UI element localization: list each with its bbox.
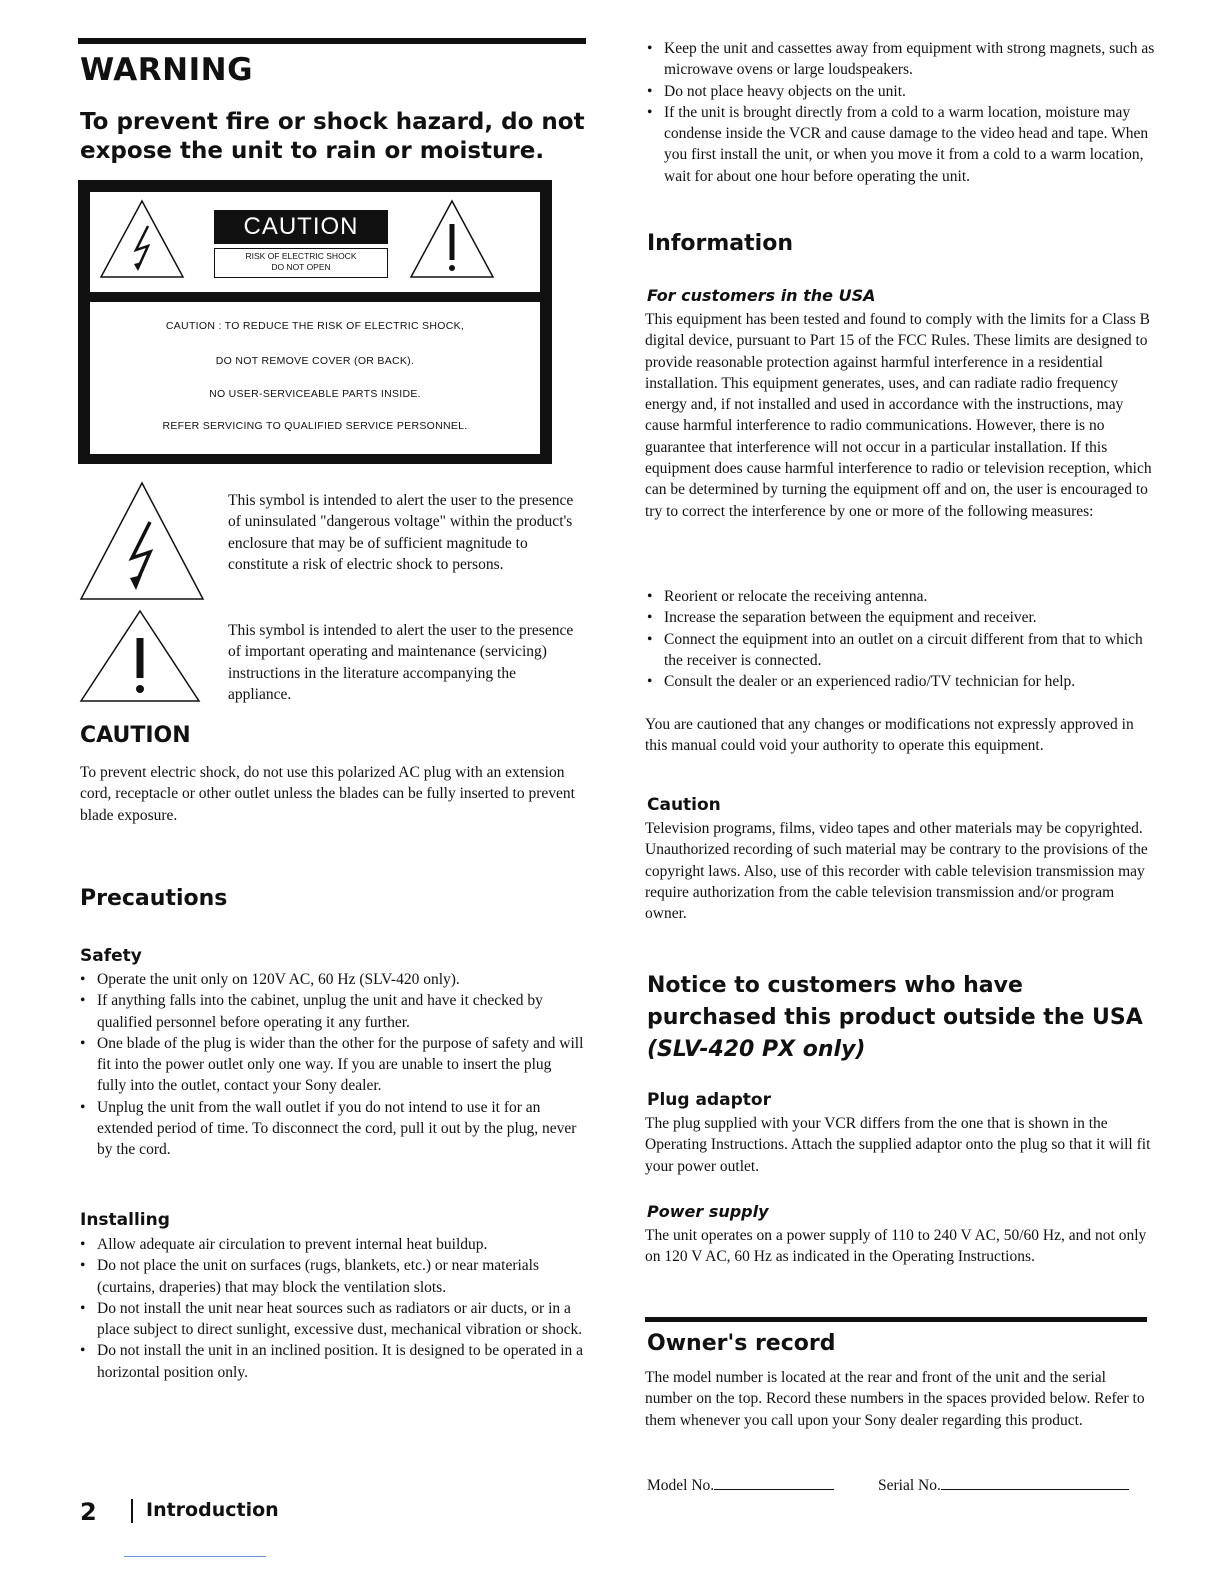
handling-list <box>645 38 1155 187</box>
plug-adaptor-text: The plug supplied with your VCR differs from the one that is shown in the Operating Instructions. Attach the supplied adaptor onto the plug so that it will fit your power outlet. <box>645 1115 1151 1175</box>
lightning-triangle-icon <box>78 480 206 602</box>
list-item: • Reorient or relocate the receiving antenna. <box>645 586 1155 607</box>
power-supply-heading: Power supply <box>647 1202 769 1221</box>
list-item: • Do not install the unit in an inclined position. It is designed to be operated in a horizontal position only. <box>78 1340 584 1383</box>
notice-heading-line: Notice to customers who have <box>647 973 1023 998</box>
symbol1-text: This symbol is intended to alert the user to the presence of uninsulated "dangerous voltage" within the product's enclosure that may be of sufficient magnitude to constitute a risk of electric shock to persons. <box>228 492 574 573</box>
list-item: • Do not install the unit near heat sources such as radiators or air ducts, or in a place subject to direct sunlight, excessive dust, mechanical vibration or shock. <box>78 1298 584 1341</box>
serial-number-label: Serial No. <box>878 1477 941 1494</box>
safety-list <box>78 969 584 1161</box>
risk-of-shock-label <box>214 248 388 278</box>
usa-text: This equipment has been tested and found to comply with the limits for a Class B digital device, pursuant to Part 15 of the FCC Rules. These limits are designed to provide reasonable protection against harmful interference in a residential installation. This equipment generates, uses, and can radiate radio frequency energy and, if not installed and used in accordance with the instructions, may cause harmful interference to radio communications. However, there is no guarantee that interference will not occur in a particular installation. If this equipment does cause harmful interference to radio or television reception, which can be determined by turning the equipment off and on, the user is encouraged to try to correct the interference by one or more of the following measures: <box>645 311 1152 520</box>
caution-label: CAUTION <box>214 210 388 244</box>
model-number-blank[interactable] <box>714 1475 834 1490</box>
list-item: • Do not place heavy objects on the unit. <box>645 81 1155 102</box>
notice-heading <box>647 970 1157 1066</box>
caution-box-header <box>90 192 540 292</box>
list-item: • If the unit is brought directly from a cold to a warm location, moisture may condense inside the VCR and cause damage to the video head and tape. When you first install the unit, or when you move it from a cold to a warm location, wait for about one hour before operating the unit. <box>645 102 1155 187</box>
power-supply-text: The unit operates on a power supply of 110 to 240 V AC, 50/60 Hz, and not only on 120 V AC, 60 Hz as indicated in the Operating Instructions. <box>645 1227 1147 1266</box>
list-item: • Consult the dealer or an experienced radio/TV technician for help. <box>645 671 1155 692</box>
notice-heading-line: purchased this product outside the USA <box>647 1005 1143 1030</box>
caution-label-box <box>78 180 552 464</box>
plug-adaptor-heading: Plug adaptor <box>647 1090 771 1110</box>
information-heading: Information <box>647 231 793 256</box>
caution-text: To prevent electric shock, do not use this polarized AC plug with an extension cord, receptacle or other outlet unless the blades can be fully inserted to prevent blade exposure. <box>80 764 575 824</box>
notice-heading-line: (SLV-420 PX only) <box>647 1037 866 1062</box>
warning-subtitle: To prevent fire or shock hazard, do not expose the unit to rain or moisture. <box>80 109 585 164</box>
caution-subheading: Caution <box>647 795 721 815</box>
caution-box-text <box>90 302 540 454</box>
owners-record-text: The model number is located at the rear and front of the unit and the serial number on the top. Record these numbers in the spaces provided below. Refer to them whenever you call upon your Sony dealer regarding this product. <box>645 1369 1145 1429</box>
caution-box-line: REFER SERVICING TO QUALIFIED SERVICE PERSONNEL. <box>162 420 468 432</box>
symbol2-text: This symbol is intended to alert the user to the presence of important operating and maintenance (servicing) instructions in the literature accompanying the appliance. <box>228 622 574 703</box>
list-item: • Connect the equipment into an outlet on a circuit different from that to which the receiver is connected. <box>645 629 1155 672</box>
cautioned-text: You are cautioned that any changes or modifications not expressly approved in this manual could void your authority to operate this equipment. <box>645 716 1134 755</box>
precautions-heading: Precautions <box>80 886 228 911</box>
list-item: • Allow adequate air circulation to prevent internal heat buildup. <box>78 1234 584 1255</box>
model-number-field <box>647 1475 887 1496</box>
installing-list <box>78 1234 584 1383</box>
usa-heading: For customers in the USA <box>647 286 876 305</box>
list-item: • Increase the separation between the equipment and receiver. <box>645 607 1155 628</box>
list-item: • Unplug the unit from the wall outlet if you do not intend to use it for an extended period of time. To disconnect the cord, pull it out by the plug, never by the cord. <box>78 1097 584 1161</box>
footer-divider <box>131 1499 133 1523</box>
page-number: 2 <box>80 1498 97 1526</box>
footer-underline <box>124 1556 266 1557</box>
serial-number-blank[interactable] <box>941 1475 1129 1490</box>
list-item: • One blade of the plug is wider than the other for the purpose of safety and will fit into the power outlet only one way. If you are unable to insert the plug fully into the outlet, contact your Sony dealer. <box>78 1033 584 1097</box>
risk-of-shock-line1: RISK OF ELECTRIC SHOCK <box>245 251 357 261</box>
list-item: • Do not place the unit on surfaces (rugs, blankets, etc.) or near materials (curtains, draperies) that may block the ventilation slots. <box>78 1255 584 1298</box>
serial-number-field <box>878 1475 1148 1496</box>
list-item: • If anything falls into the cabinet, unplug the unit and have it checked by qualified personnel before operating it any further. <box>78 990 584 1033</box>
owners-record-rule <box>645 1317 1147 1322</box>
exclamation-triangle-icon <box>78 608 202 704</box>
copyright-caution-text: Television programs, films, video tapes and other materials may be copyrighted. Unauthorized recording of such material may be contrary to the provisions of the copyright laws. Also, use of this recorder with cable television transmission may require authorization from the cable television transmission and/or program owner. <box>645 820 1148 923</box>
top-rule-left <box>78 38 586 44</box>
safety-heading: Safety <box>80 946 142 966</box>
owners-record-heading: Owner's record <box>647 1331 836 1356</box>
footer-section: Introduction <box>146 1499 279 1521</box>
lightning-triangle-icon <box>98 198 186 280</box>
caution-box-line: NO USER-SERVICEABLE PARTS INSIDE. <box>209 388 421 400</box>
caution-box-line: DO NOT REMOVE COVER (OR BACK). <box>215 355 415 367</box>
risk-of-shock-line2: DO NOT OPEN <box>271 262 331 272</box>
measures-list <box>645 586 1155 692</box>
model-number-label: Model No. <box>647 1477 715 1494</box>
caution-box-line: CAUTION : TO REDUCE THE RISK OF ELECTRIC SHOCK, <box>165 320 465 332</box>
exclamation-triangle-icon <box>408 198 496 280</box>
installing-heading: Installing <box>80 1210 170 1230</box>
caution-heading: CAUTION <box>80 723 191 748</box>
warning-title: WARNING <box>80 52 254 88</box>
list-item: • Keep the unit and cassettes away from equipment with strong magnets, such as microwave ovens or large loudspeakers. <box>645 38 1155 81</box>
list-item: • Operate the unit only on 120V AC, 60 Hz (SLV-420 only). <box>78 969 584 990</box>
